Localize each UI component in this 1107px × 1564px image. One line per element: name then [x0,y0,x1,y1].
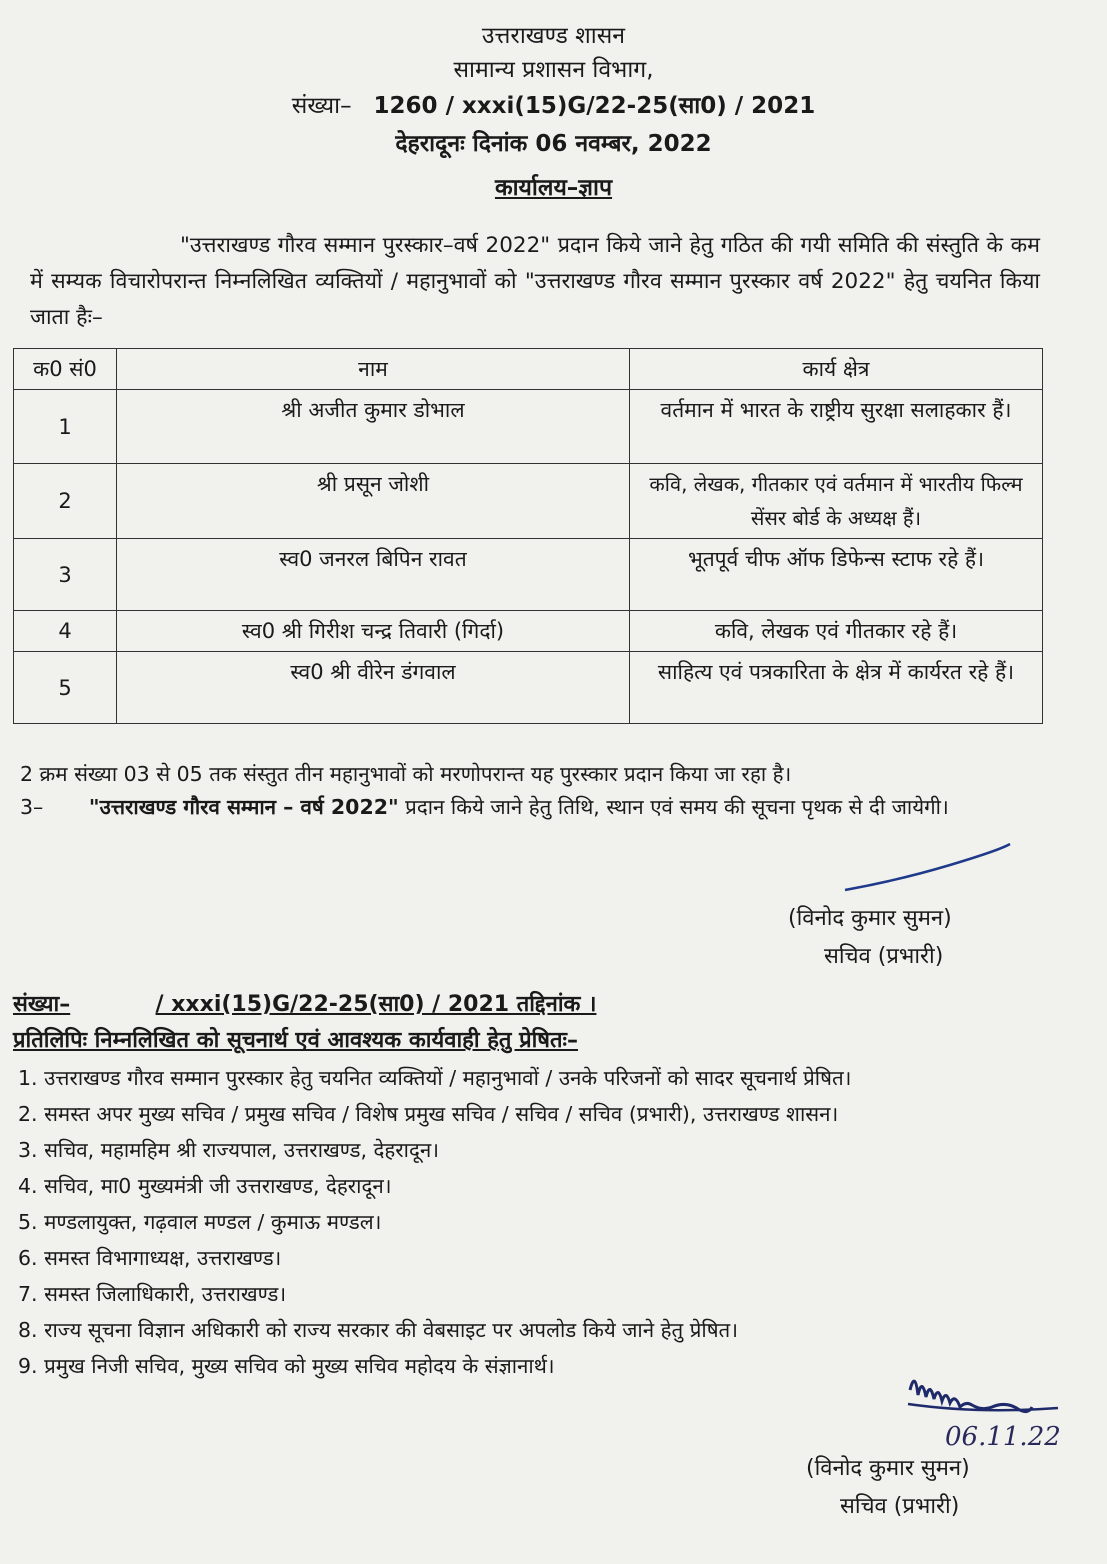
table-row [14,611,1043,652]
handwritten-signature-icon [900,1360,1070,1420]
row-name: स्व0 श्री गिरीश चन्द्र तिवारी (गिर्दा) [117,611,630,652]
department-subheading: सामान्य प्रशासन विभाग, [453,57,654,83]
copy-reference [13,988,1093,1018]
row-serial: 1 [14,390,117,464]
signatory-designation: सचिव (प्रभारी) [824,944,944,969]
row-name: स्व0 श्री वीरेन डंगवाल [117,652,630,724]
row-serial: 5 [14,652,117,724]
office-memo-title: कार्यालय–ज्ञाप [494,175,613,201]
row-field: कवि, लेखक, गीतकार एवं वर्तमान में भारतीय फिल्म सेंसर बोर्ड के अध्यक्ष हैं। [630,464,1043,539]
department-heading: उत्तराखण्ड शासन [481,23,626,49]
copy-section-header [13,988,1093,1054]
distribution-list [18,1060,1078,1384]
row-field: वर्तमान में भारत के राष्ट्रीय सुरक्षा सलाहकार हैं। [630,390,1043,464]
note-3 [20,789,1060,825]
reference-label: संख्या– [291,93,352,119]
list-item: 4. सचिव, मा0 मुख्यमंत्री जी उत्तराखण्ड, देहरादून। [18,1174,392,1198]
note-3-text: प्रदान किये जाने हेतु तिथि, स्थान एवं समय की सूचना पृथक से दी जायेगी। [398,795,949,819]
signatory-name: (विनोद कुमार सुमन) [788,906,952,931]
handwritten-date: 06.11.22 [945,1422,1061,1452]
list-item: 8. राज्य सूचना विज्ञान अधिकारी को राज्य सरकार की वेबसाइट पर अपलोड किये जाने हेतु प्रेषित। [18,1318,739,1342]
row-field: साहित्य एवं पत्रकारिता के क्षेत्र में कार्यरत रहे हैं। [630,652,1043,724]
awardee-table [13,348,1043,724]
reference-value: 1260 / xxxi(15)G/22-25(सा0) / 2021 [373,93,816,119]
signature-stroke-icon [840,840,1020,900]
header-field: कार्य क्षेत्र [630,349,1043,390]
list-item: 6. समस्त विभागाध्यक्ष, उत्तराखण्ड। [18,1246,282,1270]
list-item: 2. समस्त अपर मुख्य सचिव / प्रमुख सचिव / विशेष प्रमुख सचिव / सचिव / सचिव (प्रभारी), उत्तराखण्ड शासन। [18,1102,839,1126]
row-serial: 3 [14,539,117,611]
table-row [14,652,1043,724]
copy-heading: प्रतिलिपिः निम्नलिखित को सूचनार्थ एवं आवश्यक कार्यवाही हेतु प्रेषितः– [13,1028,578,1053]
list-item: 7. समस्त जिलाधिकारी, उत्तराखण्ड। [18,1282,287,1306]
row-field: भूतपूर्व चीफ ऑफ डिफेन्स स्टाफ रहे हैं। [630,539,1043,611]
row-field: कवि, लेखक एवं गीतकार रहे हैं। [630,611,1043,652]
list-item: 1. उत्तराखण्ड गौरव सम्मान पुरस्कार हेतु चयनित व्यक्तियों / महानुभावों / उनके परिजनों को सादर सूचनार्थ प्रेषित। [18,1066,852,1090]
row-name: श्री प्रसून जोशी [117,464,630,539]
table-row [14,390,1043,464]
header-serial: क0 सं0 [14,349,117,390]
list-item: 3. सचिव, महामहिम श्री राज्यपाल, उत्तराखण्ड, देहरादून। [18,1138,440,1162]
row-name: श्री अजीत कुमार डोभाल [117,390,630,464]
signatory-name-2: (विनोद कुमार सुमन) [806,1456,970,1481]
table-row [14,464,1043,539]
header-name: नाम [117,349,630,390]
signatory-designation-2: सचिव (प्रभारी) [840,1494,960,1519]
row-serial: 4 [14,611,117,652]
row-serial: 2 [14,464,117,539]
note-3-label: 3– [20,795,44,819]
note-3-award-title: "उत्तराखण्ड गौरव सम्मान – वर्ष 2022" [88,795,399,819]
list-item: 9. प्रमुख निजी सचिव, मुख्य सचिव को मुख्य सचिव महोदय के संज्ञानार्थ। [18,1354,555,1378]
note-2: 2 क्रम संख्या 03 से 05 तक संस्तुत तीन महानुभावों को मरणोपरान्त यह पुरस्कार प्रदान किया जा रहा है। [20,762,792,786]
reference-number [0,88,1107,120]
table-row [14,539,1043,611]
copy-reference-label: संख्या– [13,992,71,1017]
intro-paragraph: "उत्तराखण्ड गौरव सम्मान पुरस्कार–वर्ष 2022" प्रदान किये जाने हेतु गठित की गयी समिति की संस्तुति के कम में सम्यक विचारोपरान्त निम्नलिखित व्यक्तियों / महानुभावों को "उत्तराखण्ड गौरव सम्मान पुरस्कार वर्ष 2022" हेतु चयनित किया जाता हैः– [30,233,1040,330]
date-line: देहरादूनः दिनांक 06 नवम्बर, 2022 [395,131,712,157]
row-name: स्व0 जनरल बिपिन रावत [117,539,630,611]
copy-reference-value: / xxxi(15)G/22-25(सा0) / 2021 तद्दिनांक । [155,992,597,1017]
list-item: 5. मण्डलायुक्त, गढ़वाल मण्डल / कुमाऊ मण्डल। [18,1210,382,1234]
table-header-row [14,349,1043,390]
